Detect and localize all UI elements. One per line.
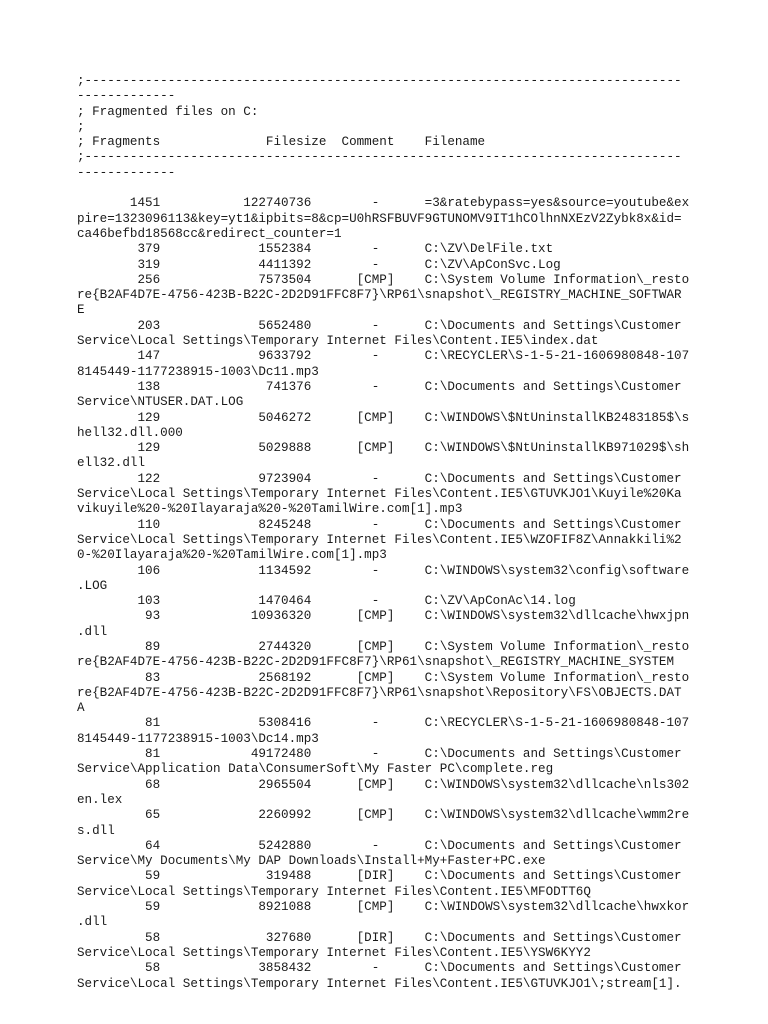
report-line: Service\NTUSER.DAT.LOG [77, 395, 244, 410]
report-line: 8145449-1177238915-1003\Dc11.mp3 [77, 364, 319, 379]
report-line: 81 49172480 - C:\Documents and Settings\Customer [77, 747, 682, 762]
report-line: Service\Local Settings\Temporary Internet Files\Content.IE5\MFODTT6Q [77, 884, 591, 899]
report-line: 65 2260992 [CMP] C:\WINDOWS\system32\dllcache\wmm2re [77, 808, 690, 823]
report-line: 319 4411392 - C:\ZV\ApConSvc.Log [77, 257, 561, 272]
report-line: ; Fragmented files on C: [77, 104, 259, 119]
report-line: hell32.dll.000 [77, 425, 183, 440]
fragmented-files-report [77, 74, 697, 992]
report-line: 256 7573504 [CMP] C:\System Volume Information\_resto [77, 272, 690, 287]
report-line: 59 319488 [DIR] C:\Documents and Settings\Customer [77, 869, 682, 884]
report-line: 58 3858432 - C:\Documents and Settings\Customer [77, 961, 682, 976]
report-line: 93 10936320 [CMP] C:\WINDOWS\system32\dllcache\hwxjpn [77, 609, 690, 624]
report-line: .dll [77, 624, 108, 639]
report-line: Service\Local Settings\Temporary Internet Files\Content.IE5\YSW6KYY2 [77, 945, 591, 960]
report-line: 1451 122740736 - =3&ratebypass=yes&source=youtube&ex [77, 196, 690, 211]
report-line: A [77, 701, 85, 716]
report-line: 147 9633792 - C:\RECYCLER\S-1-5-21-1606980848-107 [77, 349, 690, 364]
report-line: ;------------------------------------------------------------------------------- [77, 150, 682, 165]
report-line: pire=1323096113&key=yt1&ipbits=8&cp=U0hRSFBUVF9GTUNOMV9IT1hCOlhnNXEzV2Zybk8x&id= [77, 211, 682, 226]
report-line: Service\My Documents\My DAP Downloads\Install+My+Faster+PC.exe [77, 854, 546, 869]
report-line: vikuyile%20-%20Ilayaraja%20-%20TamilWire.com[1].mp3 [77, 502, 463, 517]
report-line: ;------------------------------------------------------------------------------- [77, 74, 682, 88]
report-line: 138 741376 - C:\Documents and Settings\Customer [77, 379, 682, 394]
report-line: Service\Local Settings\Temporary Internet Files\Content.IE5\GTUVKJO1\;stream[1]. [77, 976, 682, 991]
report-line: 8145449-1177238915-1003\Dc14.mp3 [77, 731, 319, 746]
report-line: 68 2965504 [CMP] C:\WINDOWS\system32\dllcache\nls302 [77, 777, 690, 792]
report-line: 81 5308416 - C:\RECYCLER\S-1-5-21-1606980848-107 [77, 716, 690, 731]
report-line: 58 327680 [DIR] C:\Documents and Settings\Customer [77, 930, 682, 945]
report-line: 110 8245248 - C:\Documents and Settings\Customer [77, 517, 682, 532]
report-line: ca46befbd18568cc&redirect_counter=1 [77, 226, 342, 241]
report-line: 0-%20Ilayaraja%20-%20TamilWire.com[1].mp3 [77, 548, 387, 563]
report-line: Service\Local Settings\Temporary Internet Files\Content.IE5\GTUVKJO1\Kuyile%20Ka [77, 487, 682, 502]
report-line: ; [77, 119, 85, 134]
report-line: 106 1134592 - C:\WINDOWS\system32\config\software [77, 563, 690, 578]
report-line: Service\Local Settings\Temporary Internet Files\Content.IE5\index.dat [77, 334, 599, 349]
report-line: ------------- [77, 165, 176, 180]
report-line: en.lex [77, 792, 123, 807]
report-line: ------------- [77, 89, 176, 104]
report-line: 59 8921088 [CMP] C:\WINDOWS\system32\dllcache\hwxkor [77, 900, 690, 915]
report-line: 379 1552384 - C:\ZV\DelFile.txt [77, 242, 554, 257]
report-line: 103 1470464 - C:\ZV\ApConAc\14.log [77, 594, 576, 609]
report-line: .dll [77, 915, 108, 930]
report-line: 122 9723904 - C:\Documents and Settings\Customer [77, 471, 682, 486]
report-line: ell32.dll [77, 456, 146, 471]
report-line: re{B2AF4D7E-4756-423B-B22C-2D2D91FFC8F7}\RP61\snapshot\_REGISTRY_MACHINE_SYSTEM [77, 655, 675, 670]
report-line: re{B2AF4D7E-4756-423B-B22C-2D2D91FFC8F7}\RP61\snapshot\_REGISTRY_MACHINE_SOFTWAR [77, 288, 682, 303]
report-line: Service\Local Settings\Temporary Internet Files\Content.IE5\WZOFIF8Z\Annakkili%2 [77, 532, 682, 547]
report-line: s.dll [77, 823, 115, 838]
report-line: re{B2AF4D7E-4756-423B-B22C-2D2D91FFC8F7}\RP61\snapshot\Repository\FS\OBJECTS.DAT [77, 685, 682, 700]
report-line: 129 5046272 [CMP] C:\WINDOWS\$NtUninstallKB2483185$\s [77, 410, 690, 425]
report-line: 203 5652480 - C:\Documents and Settings\Customer [77, 318, 682, 333]
report-line: .LOG [77, 578, 108, 593]
report-line: E [77, 303, 85, 318]
report-line: 129 5029888 [CMP] C:\WINDOWS\$NtUninstallKB971029$\sh [77, 441, 690, 456]
report-line: Service\Application Data\ConsumerSoft\My Faster PC\complete.reg [77, 762, 554, 777]
report-line: ; Fragments Filesize Comment Filename [77, 135, 486, 150]
report-line [77, 181, 697, 196]
report-line: 89 2744320 [CMP] C:\System Volume Information\_resto [77, 639, 690, 654]
report-line: 64 5242880 - C:\Documents and Settings\Customer [77, 838, 682, 853]
report-line: 83 2568192 [CMP] C:\System Volume Information\_resto [77, 670, 690, 685]
